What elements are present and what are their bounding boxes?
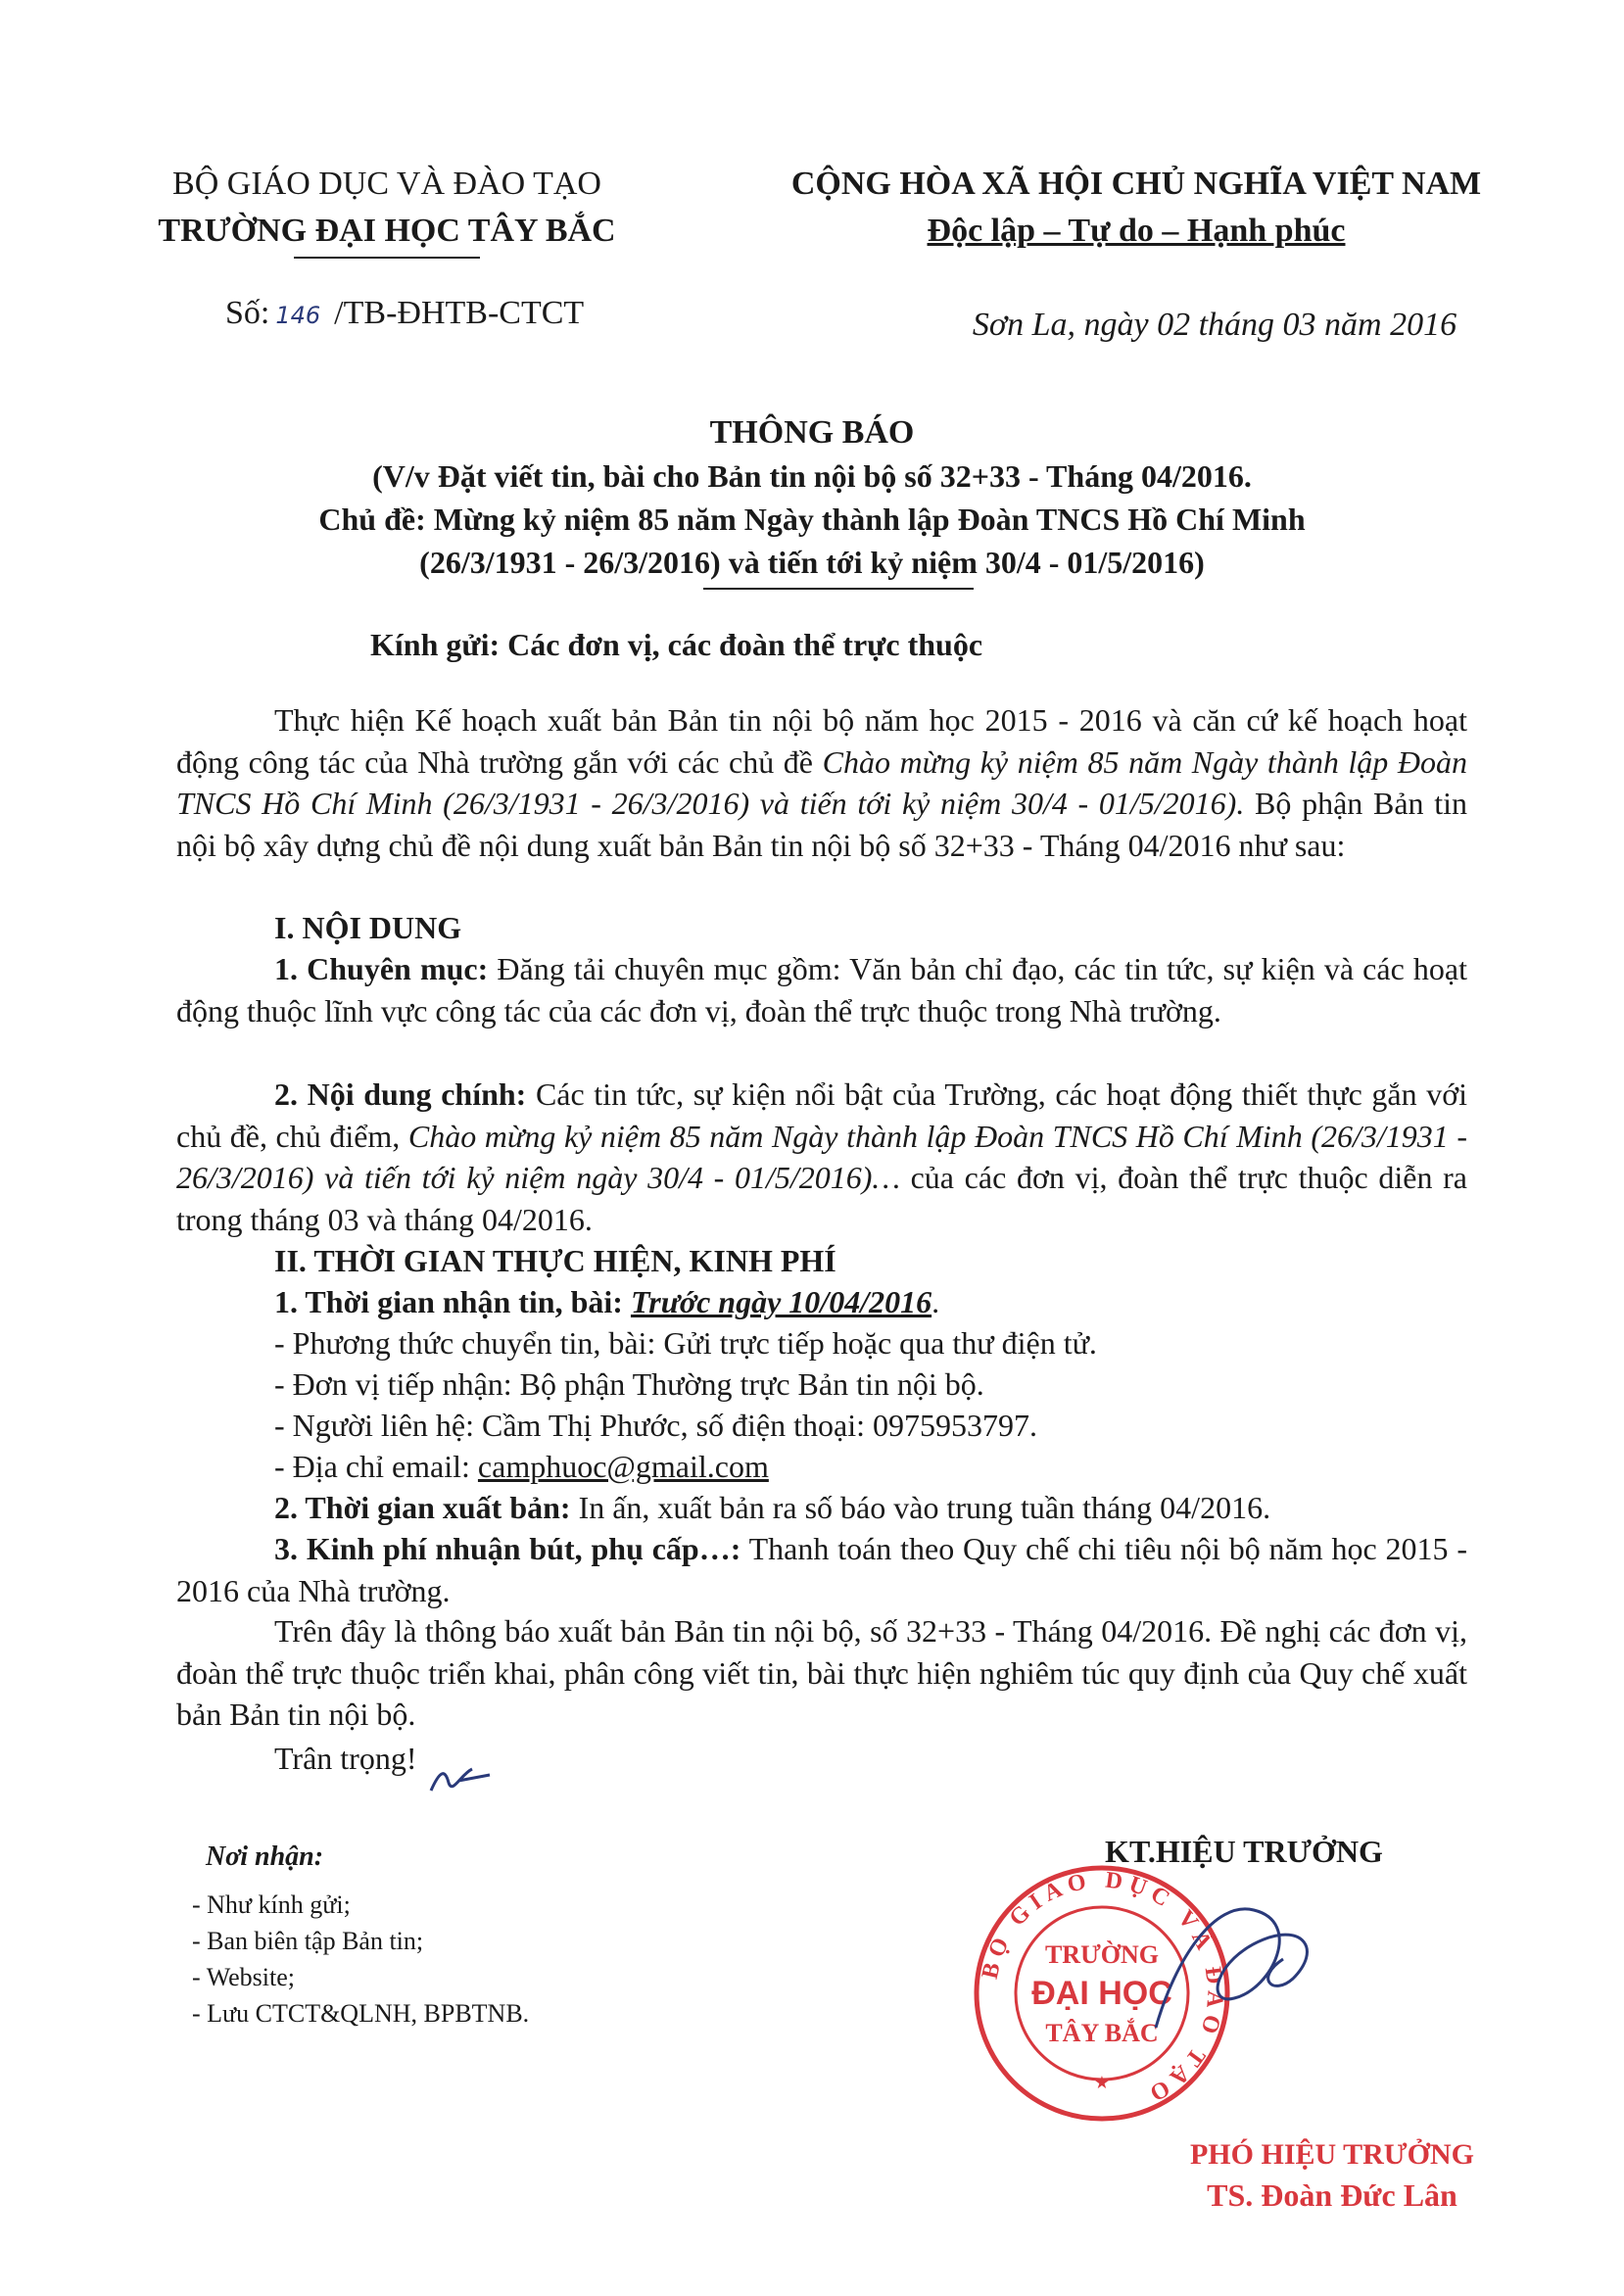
section-1-item-2	[176, 1074, 1467, 1240]
title-line-2: Chủ đề: Mừng kỷ niệm 85 năm Ngày thành lập Đoàn TNCS Hồ Chí Minh	[318, 502, 1306, 537]
intro-text: Thực hiện Kế hoạch xuất bản Bản tin nội bộ năm học 2015 - 2016 và căn cứ kế hoạch hoạt động công tác của Nhà trường gắn với các chủ đề	[176, 702, 1467, 780]
section-1-heading: I. NỘI DUNG	[274, 910, 462, 945]
recipients-title: Nơi nhận:	[206, 1842, 324, 1872]
doc-title: THÔNG BÁO	[709, 414, 915, 451]
recipient-item: - Website;	[192, 1963, 296, 1991]
section-2-heading: II. THỜI GIAN THỰC HIỆN, KINH PHÍ	[274, 1243, 836, 1278]
item-2-text-end: của các đơn vị, đoàn thể trực thuộc diễn ra trong tháng 03 và tháng 04/2016.	[176, 1160, 1468, 1237]
receive-time	[274, 1281, 939, 1323]
contact-person: - Người liên hệ: Cầm Thị Phước, số điện thoại: 0975953797.	[274, 1408, 1037, 1443]
place-date: Sơn La, ngày 02 tháng 03 năm 2016	[972, 307, 1457, 343]
item-2-text: Các tin tức, sự kiện nổi bật của Trường, các hoạt động thiết thực gắn với chủ đề, chủ điểm,	[176, 1076, 1468, 1154]
receiving-unit: - Đơn vị tiếp nhận: Bộ phận Thường trực Bản tin nội bộ.	[274, 1366, 984, 1402]
email-link[interactable]: camphuoc@gmail.com	[477, 1449, 769, 1484]
item-1-text: Đăng tải chuyên mục gồm: Văn bản chỉ đạo, các tin tức, sự kiện và các hoạt động thuộc lĩnh vực công tác của các đơn vị, đoàn thể trực thuộc trong Nhà trường.	[176, 951, 1468, 1028]
title-underline	[703, 588, 974, 590]
seal-line-3: TÂY BẮC	[1045, 2019, 1159, 2047]
recipients-list	[192, 1887, 529, 2032]
number-handwritten: 146	[275, 302, 321, 329]
receive-time-deadline: Trước ngày 10/04/2016	[630, 1284, 932, 1319]
seal-ring-text: BỘ GIÁO DỤC VÀ ĐÀO TẠO	[977, 1867, 1228, 2109]
item-2-theme: Chào mừng kỷ niệm 85 năm Ngày thành lập Đoàn TNCS Hồ Chí Minh (26/3/1931 - 26/3/2016) và tiến tới kỷ niệm ngày 30/4 - 01/5/2016)…	[176, 1118, 1468, 1195]
closing-paragraph: Trên đây là thông báo xuất bản Bản tin nội bộ, số 32+33 - Tháng 04/2016. Đề nghị các đơn vị, đoàn thể trực thuộc triển khai, phân công viết tin, bài thực hiện nghiêm túc quy định của Quy chế xuất bản Bản tin nội bộ.	[176, 1613, 1467, 1732]
motto: Độc lập – Tự do – Hạnh phúc	[927, 213, 1346, 249]
recipient-item: - Lưu CTCT&QLNH, BPBTNB.	[192, 1999, 530, 2028]
item-1-label: 1. Chuyên mục:	[274, 951, 489, 986]
seal-line-1: TRƯỜNG	[1044, 1940, 1160, 1969]
title-line-1: (V/v Đặt viết tin, bài cho Bản tin nội bộ số 32+33 - Tháng 04/2016.	[372, 458, 1252, 494]
item-2-label: 2. Nội dung chính:	[274, 1076, 527, 1112]
title-line-3: (26/3/1931 - 26/3/2016) và tiến tới kỷ niệm 30/4 - 01/5/2016)	[419, 545, 1205, 580]
receive-time-dot: .	[931, 1284, 940, 1319]
regards: Trân trọng!	[274, 1741, 417, 1776]
signature-on-behalf: KT.HIỆU TRƯỞNG	[1105, 1834, 1383, 1869]
number-suffix: /TB-ĐHTB-CTCT	[334, 295, 585, 331]
transfer-method: - Phương thức chuyển tin, bài: Gửi trực tiếp hoặc qua thư điện tử.	[274, 1325, 1097, 1361]
email-label: - Địa chỉ email:	[274, 1449, 478, 1484]
handwritten-signature	[1136, 1881, 1332, 2057]
number-prefix: Số:	[225, 295, 270, 331]
fee-text: Thanh toán theo Quy chế chi tiêu nội bộ năm học 2015 - 2016 của Nhà trường.	[176, 1531, 1468, 1608]
section-1-item-1	[176, 948, 1467, 1031]
ministry-name: BỘ GIÁO DỤC VÀ ĐÀO TẠO	[172, 166, 601, 202]
document-number	[225, 290, 584, 339]
email-line	[274, 1446, 769, 1488]
republic-name: CỘNG HÒA XÃ HỘI CHỦ NGHĨA VIỆT NAM	[790, 166, 1482, 202]
publish-time	[274, 1487, 1270, 1529]
signature-position: PHÓ HIỆU TRƯỞNG	[1189, 2138, 1475, 2171]
intro-theme: Chào mừng kỷ niệm 85 năm Ngày thành lập Đoàn TNCS Hồ Chí Minh (26/3/1931 - 26/3/2016) và tiến tới kỷ niệm 30/4 - 01/5/2016).	[176, 743, 1467, 821]
initial-mark	[421, 1753, 500, 1802]
intro-paragraph	[176, 699, 1467, 866]
recipient-item: - Như kính gửi;	[192, 1890, 351, 1919]
recipient-item: - Ban biên tập Bản tin;	[192, 1927, 424, 1955]
school-name: TRƯỜNG ĐẠI HỌC TÂY BẮC	[158, 213, 616, 249]
seal-star-icon: ★	[1093, 2073, 1111, 2093]
intro-text-end: Bộ phận Bản tin nội bộ xây dựng chủ đề nội dung xuất bản Bản tin nội bộ số 32+33 - Tháng 04/2016 như sau:	[176, 786, 1468, 863]
publish-time-text: In ấn, xuất bản ra số báo vào trung tuần tháng 04/2016.	[570, 1490, 1271, 1525]
school-underline	[294, 257, 480, 259]
publish-time-label: 2. Thời gian xuất bản:	[274, 1490, 571, 1525]
recipient-line: Kính gửi: Các đơn vị, các đoàn thể trực thuộc	[370, 627, 983, 662]
seal-line-2: ĐẠI HỌC	[1031, 1975, 1172, 2012]
signature-name: TS. Đoàn Đức Lân	[1207, 2177, 1457, 2213]
fee-paragraph	[176, 1528, 1467, 1611]
fee-label: 3. Kinh phí nhuận bút, phụ cấp…:	[274, 1531, 741, 1566]
receive-time-label: 1. Thời gian nhận tin, bài:	[274, 1284, 623, 1319]
